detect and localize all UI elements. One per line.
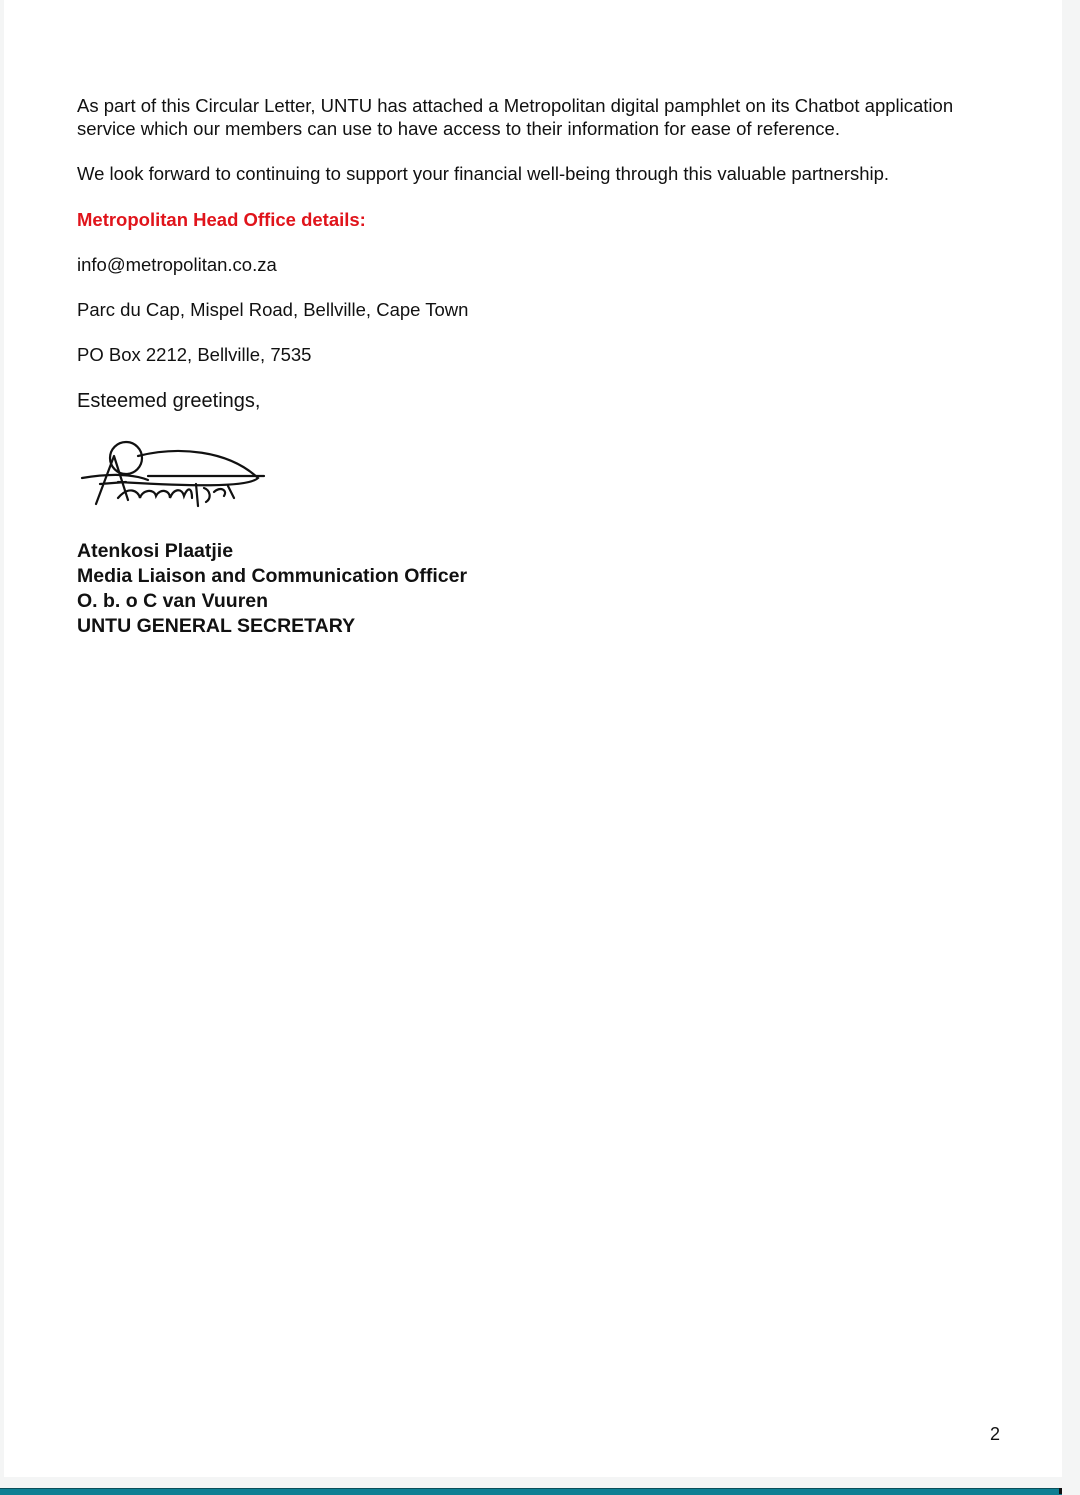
bottom-bar-end: [1059, 1488, 1062, 1494]
contact-address: Parc du Cap, Mispel Road, Bellville, Cape Town: [77, 299, 469, 320]
contact-po-box: PO Box 2212, Bellville, 7535: [77, 344, 312, 365]
signature-image: [78, 436, 268, 514]
paragraph-line: service which our members can use to have access to their information for ease of reference.: [77, 118, 840, 139]
contact-heading: Metropolitan Head Office details:: [77, 209, 366, 230]
signatory-role: UNTU GENERAL SECRETARY: [77, 615, 356, 637]
signatory-obo: O. b. o C van Vuuren: [77, 590, 269, 612]
paragraph-line: As part of this Circular Letter, UNTU has attached a Metropolitan digital pamphlet on its Chatbot application: [77, 95, 954, 116]
contact-email[interactable]: info@metropolitan.co.za: [77, 254, 277, 275]
page-number: 2: [990, 1424, 1001, 1444]
signatory-title: Media Liaison and Communication Officer: [77, 565, 468, 587]
paragraph: We look forward to continuing to support your financial well-being through this valuable partnership.: [77, 163, 890, 184]
closing: Esteemed greetings,: [77, 390, 261, 412]
signatory-name: Atenkosi Plaatjie: [77, 540, 234, 562]
